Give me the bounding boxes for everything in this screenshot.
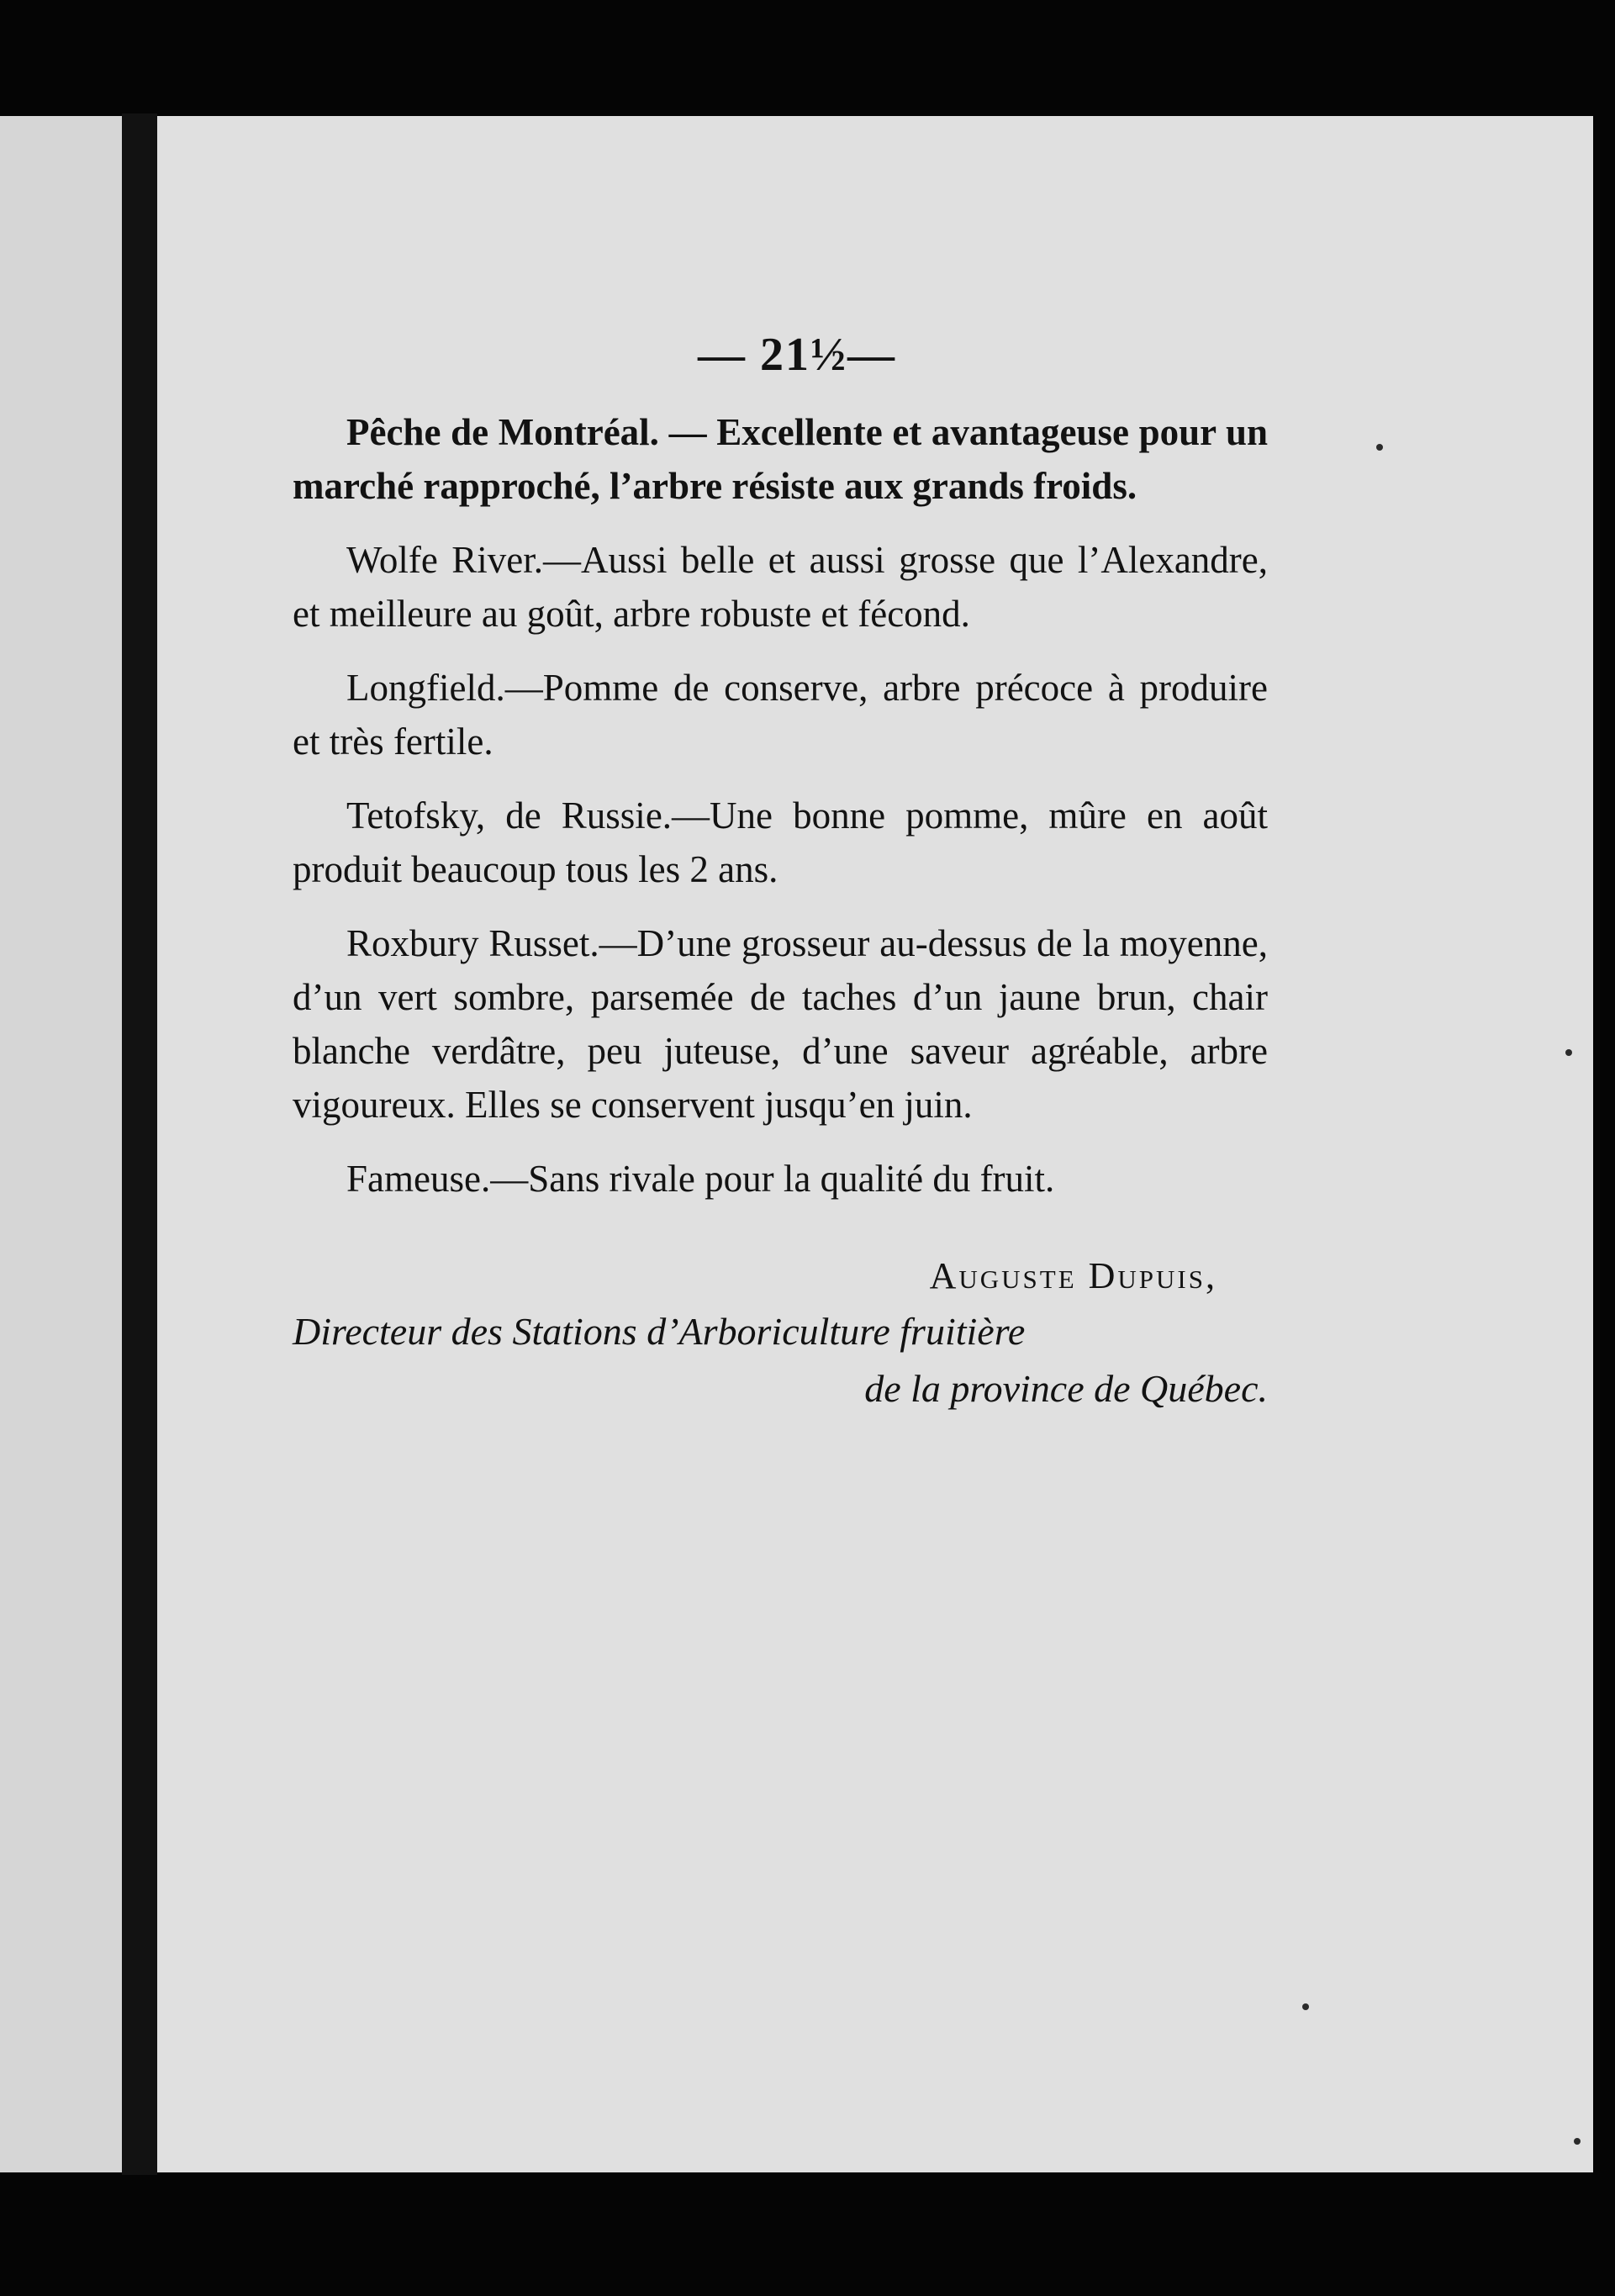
paragraph-wolfe-river: [293, 533, 1268, 641]
paragraph-body: — Excellente et avantageuse pour un marché rapproché, l’arbre résiste aux grands froids.: [293, 411, 1268, 507]
facing-page-edge: [0, 116, 122, 2172]
signature-name: Auguste Dupuis,: [929, 1255, 1217, 1296]
paragraph-body: Tetofsky, de Russie.—Une bonne pomme, mûre en août produit beaucoup tous les 2 ans.: [293, 794, 1268, 890]
page-text: [293, 328, 1268, 1417]
paragraph-roxbury-russet: [293, 916, 1268, 1132]
page-speck: [1376, 444, 1383, 451]
page-speck: [1565, 1049, 1572, 1056]
signature-title-line2: de la province de Québec.: [864, 1367, 1268, 1410]
paragraph-body: Fameuse.—Sans rivale pour la qualité du fruit.: [346, 1158, 1055, 1200]
paragraph-body: Roxbury Russet.—D’une grosseur au-dessus de la moyenne, d’un vert sombre, parsemée de taches d’un jaune brun, chair blanche verdâtre, peu juteuse, d’une saveur agréable, arbre vigoureux. Elles se conservent jusqu’en juin.: [293, 922, 1268, 1126]
paragraph-longfield: [293, 661, 1268, 768]
paragraph-body: Wolfe River.—Aussi belle et aussi grosse que l’Alexandre, et meilleure au goût, arbre robuste et fécond.: [293, 539, 1268, 635]
paragraph-tetofsky: [293, 789, 1268, 896]
signature-title-line1: Directeur des Stations d’Arboriculture fruitière: [293, 1310, 1026, 1353]
paragraph-peche-de-montreal: [293, 405, 1268, 513]
page-number: — 21½—: [698, 329, 896, 381]
book-spine: [122, 113, 157, 2175]
paragraph-fameuse: [293, 1152, 1268, 1206]
paragraph-body: Longfield.—Pomme de conserve, arbre précoce à produire et très fertile.: [293, 667, 1268, 763]
signature-block: [293, 1249, 1268, 1417]
page-speck: [1574, 2138, 1581, 2145]
paragraph-lead: Pêche de Montréal.: [346, 411, 659, 453]
page-speck: [1302, 2003, 1309, 2010]
